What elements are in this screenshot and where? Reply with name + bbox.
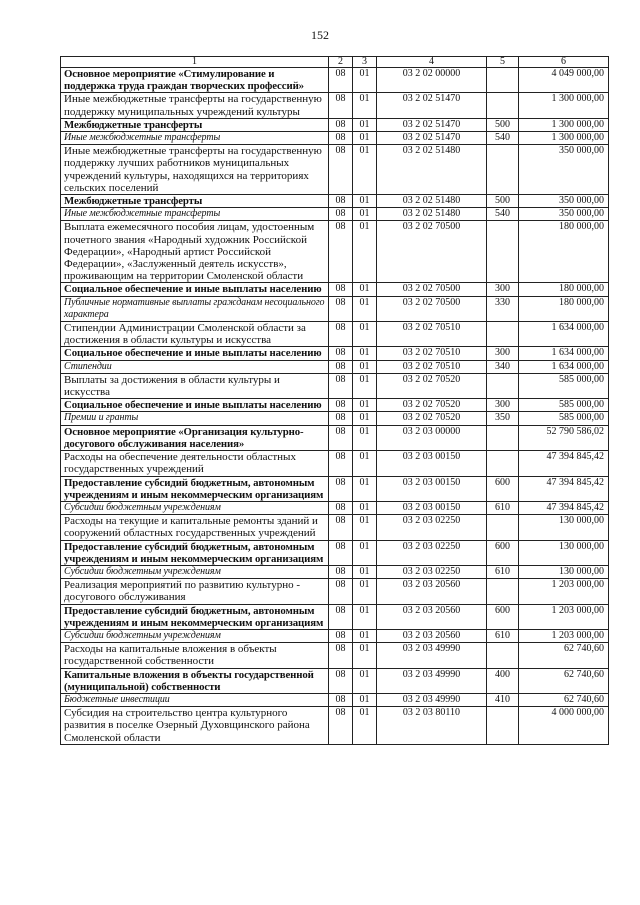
table-row <box>61 68 609 93</box>
table-row <box>61 629 609 642</box>
row-target-code-cell: 03 2 03 00000 <box>377 425 487 450</box>
row-expense-type-cell: 540 <box>487 208 519 221</box>
row-target-code-cell: 03 2 02 00000 <box>377 68 487 93</box>
row-amount-cell: 62 740,60 <box>519 643 609 668</box>
row-section-cell: 08 <box>329 118 353 131</box>
row-target-code-cell: 03 2 03 20560 <box>377 629 487 642</box>
row-section-cell: 08 <box>329 693 353 706</box>
row-target-code-cell: 03 2 03 49990 <box>377 643 487 668</box>
row-section-cell: 08 <box>329 540 353 565</box>
row-amount-cell: 62 740,60 <box>519 668 609 693</box>
row-amount-cell: 1 634 000,00 <box>519 347 609 360</box>
row-name-cell: Стипендии <box>61 360 329 373</box>
row-amount-cell: 1 203 000,00 <box>519 604 609 629</box>
row-target-code-cell: 03 2 03 00150 <box>377 476 487 501</box>
table-row <box>61 693 609 706</box>
row-section-cell: 08 <box>329 296 353 321</box>
row-target-code-cell: 03 2 03 80110 <box>377 707 487 745</box>
column-header-2: 2 <box>329 57 353 68</box>
row-amount-cell: 180 000,00 <box>519 221 609 283</box>
table-row <box>61 118 609 131</box>
table-row <box>61 668 609 693</box>
row-name-cell: Субсидии бюджетным учреждениям <box>61 629 329 642</box>
row-subsection-cell: 01 <box>353 208 377 221</box>
row-expense-type-cell: 600 <box>487 604 519 629</box>
row-name-cell: Предоставление субсидий бюджетным, автономным учреждениям и иным некоммерческим организациям <box>61 540 329 565</box>
row-section-cell: 08 <box>329 515 353 540</box>
column-header-1: 1 <box>61 57 329 68</box>
row-expense-type-cell: 610 <box>487 629 519 642</box>
row-subsection-cell: 01 <box>353 643 377 668</box>
table-row <box>61 296 609 321</box>
table-row <box>61 208 609 221</box>
row-section-cell: 08 <box>329 208 353 221</box>
row-target-code-cell: 03 2 02 70520 <box>377 412 487 425</box>
row-section-cell: 08 <box>329 145 353 195</box>
row-name-cell: Предоставление субсидий бюджетным, автономным учреждениям и иным некоммерческим организациям <box>61 476 329 501</box>
row-target-code-cell: 03 2 03 20560 <box>377 604 487 629</box>
row-expense-type-cell: 610 <box>487 501 519 514</box>
header-row <box>61 57 609 68</box>
row-name-cell: Социальное обеспечение и иные выплаты населению <box>61 399 329 412</box>
row-amount-cell: 52 790 586,02 <box>519 425 609 450</box>
row-target-code-cell: 03 2 03 00150 <box>377 501 487 514</box>
table-row <box>61 451 609 476</box>
row-section-cell: 08 <box>329 195 353 208</box>
table-row <box>61 501 609 514</box>
row-subsection-cell: 01 <box>353 515 377 540</box>
row-section-cell: 08 <box>329 643 353 668</box>
row-name-cell: Социальное обеспечение и иные выплаты населению <box>61 283 329 296</box>
table-row <box>61 604 609 629</box>
row-name-cell: Иные межбюджетные трансферты на государственную поддержку лучших работников муниципальных учреждений культуры, находящихся на территориях сельских поселений <box>61 145 329 195</box>
row-target-code-cell: 03 2 03 49990 <box>377 693 487 706</box>
row-target-code-cell: 03 2 02 70510 <box>377 322 487 347</box>
row-name-cell: Основное мероприятие «Стимулирование и поддержка труда граждан творческих профессий» <box>61 68 329 93</box>
table-row <box>61 399 609 412</box>
row-subsection-cell: 01 <box>353 221 377 283</box>
row-target-code-cell: 03 2 02 70510 <box>377 360 487 373</box>
row-target-code-cell: 03 2 02 70500 <box>377 283 487 296</box>
row-section-cell: 08 <box>329 283 353 296</box>
row-section-cell: 08 <box>329 604 353 629</box>
row-subsection-cell: 01 <box>353 425 377 450</box>
row-subsection-cell: 01 <box>353 707 377 745</box>
row-section-cell: 08 <box>329 451 353 476</box>
table-row <box>61 565 609 578</box>
row-subsection-cell: 01 <box>353 132 377 145</box>
row-target-code-cell: 03 2 03 20560 <box>377 579 487 604</box>
page-number: 152 <box>311 28 329 42</box>
row-amount-cell: 1 203 000,00 <box>519 579 609 604</box>
row-section-cell: 08 <box>329 629 353 642</box>
table-row <box>61 373 609 398</box>
row-name-cell: Публичные нормативные выплаты гражданам несоциального характера <box>61 296 329 321</box>
row-expense-type-cell <box>487 643 519 668</box>
row-amount-cell: 1 300 000,00 <box>519 118 609 131</box>
table-row <box>61 322 609 347</box>
row-subsection-cell: 01 <box>353 195 377 208</box>
row-section-cell: 08 <box>329 579 353 604</box>
row-subsection-cell: 01 <box>353 693 377 706</box>
row-subsection-cell: 01 <box>353 118 377 131</box>
row-name-cell: Межбюджетные трансферты <box>61 118 329 131</box>
row-subsection-cell: 01 <box>353 579 377 604</box>
row-name-cell: Выплата ежемесячного пособия лицам, удостоенным почетного звания «Народный художник Российской Федерации», «Народный артист Российской Федерации», «Заслуженный деятель искусств», проживающим на территории Смоленской области <box>61 221 329 283</box>
row-subsection-cell: 01 <box>353 629 377 642</box>
row-name-cell: Иные межбюджетные трансферты на государственную поддержку муниципальных учреждений культуры <box>61 93 329 118</box>
row-amount-cell: 4 049 000,00 <box>519 68 609 93</box>
row-target-code-cell: 03 2 02 70520 <box>377 399 487 412</box>
row-expense-type-cell: 300 <box>487 347 519 360</box>
row-amount-cell: 47 394 845,42 <box>519 501 609 514</box>
row-expense-type-cell <box>487 425 519 450</box>
row-amount-cell: 47 394 845,42 <box>519 451 609 476</box>
row-amount-cell: 4 000 000,00 <box>519 707 609 745</box>
row-expense-type-cell: 300 <box>487 399 519 412</box>
row-amount-cell: 1 300 000,00 <box>519 93 609 118</box>
row-target-code-cell: 03 2 02 70520 <box>377 373 487 398</box>
row-subsection-cell: 01 <box>353 283 377 296</box>
row-name-cell: Реализация мероприятий по развитию культурно - досугового обслуживания <box>61 579 329 604</box>
row-subsection-cell: 01 <box>353 373 377 398</box>
row-target-code-cell: 03 2 03 02250 <box>377 515 487 540</box>
row-name-cell: Предоставление субсидий бюджетным, автономным учреждениям и иным некоммерческим организациям <box>61 604 329 629</box>
row-amount-cell: 130 000,00 <box>519 515 609 540</box>
table-row <box>61 476 609 501</box>
row-name-cell: Капитальные вложения в объекты государственной (муниципальной) собственности <box>61 668 329 693</box>
row-expense-type-cell <box>487 707 519 745</box>
row-name-cell: Социальное обеспечение и иные выплаты населению <box>61 347 329 360</box>
row-subsection-cell: 01 <box>353 296 377 321</box>
row-amount-cell: 130 000,00 <box>519 540 609 565</box>
row-target-code-cell: 03 2 02 70500 <box>377 296 487 321</box>
row-name-cell: Расходы на капитальные вложения в объекты государственной собственности <box>61 643 329 668</box>
row-expense-type-cell <box>487 68 519 93</box>
table-row <box>61 515 609 540</box>
row-name-cell: Бюджетные инвестиции <box>61 693 329 706</box>
row-section-cell: 08 <box>329 93 353 118</box>
row-name-cell: Иные межбюджетные трансферты <box>61 208 329 221</box>
row-amount-cell: 180 000,00 <box>519 283 609 296</box>
row-expense-type-cell: 330 <box>487 296 519 321</box>
table-row <box>61 412 609 425</box>
row-amount-cell: 1 634 000,00 <box>519 360 609 373</box>
row-subsection-cell: 01 <box>353 565 377 578</box>
row-expense-type-cell <box>487 373 519 398</box>
row-expense-type-cell <box>487 221 519 283</box>
row-name-cell: Стипендии Администрации Смоленской области за достижения в области культуры и искусства <box>61 322 329 347</box>
row-expense-type-cell: 500 <box>487 118 519 131</box>
row-amount-cell: 47 394 845,42 <box>519 476 609 501</box>
row-section-cell: 08 <box>329 360 353 373</box>
row-expense-type-cell: 350 <box>487 412 519 425</box>
row-name-cell: Межбюджетные трансферты <box>61 195 329 208</box>
row-expense-type-cell <box>487 322 519 347</box>
row-subsection-cell: 01 <box>353 347 377 360</box>
row-expense-type-cell: 540 <box>487 132 519 145</box>
column-header-6: 6 <box>519 57 609 68</box>
row-target-code-cell: 03 2 02 70510 <box>377 347 487 360</box>
table-row <box>61 283 609 296</box>
row-subsection-cell: 01 <box>353 399 377 412</box>
row-amount-cell: 585 000,00 <box>519 412 609 425</box>
row-expense-type-cell: 600 <box>487 540 519 565</box>
table-row <box>61 132 609 145</box>
row-section-cell: 08 <box>329 565 353 578</box>
row-expense-type-cell <box>487 93 519 118</box>
row-expense-type-cell: 400 <box>487 668 519 693</box>
row-subsection-cell: 01 <box>353 540 377 565</box>
row-target-code-cell: 03 2 03 00150 <box>377 451 487 476</box>
table-row <box>61 145 609 195</box>
row-expense-type-cell: 340 <box>487 360 519 373</box>
budget-table <box>60 56 609 745</box>
row-name-cell: Выплаты за достижения в области культуры и искусства <box>61 373 329 398</box>
table-row <box>61 221 609 283</box>
row-name-cell: Основное мероприятие «Организация культурно-досугового обслуживания населения» <box>61 425 329 450</box>
row-amount-cell: 350 000,00 <box>519 145 609 195</box>
row-section-cell: 08 <box>329 399 353 412</box>
row-section-cell: 08 <box>329 425 353 450</box>
row-expense-type-cell <box>487 579 519 604</box>
row-name-cell: Субсидия на строительство центра культурного развития в поселке Озерный Духовщинского района Смоленской области <box>61 707 329 745</box>
row-section-cell: 08 <box>329 347 353 360</box>
row-amount-cell: 180 000,00 <box>519 296 609 321</box>
row-amount-cell: 350 000,00 <box>519 208 609 221</box>
row-target-code-cell: 03 2 02 70500 <box>377 221 487 283</box>
row-subsection-cell: 01 <box>353 604 377 629</box>
row-target-code-cell: 03 2 02 51470 <box>377 118 487 131</box>
row-target-code-cell: 03 2 02 51480 <box>377 195 487 208</box>
row-expense-type-cell <box>487 515 519 540</box>
row-section-cell: 08 <box>329 668 353 693</box>
row-expense-type-cell: 500 <box>487 195 519 208</box>
column-header-4: 4 <box>377 57 487 68</box>
table-row <box>61 195 609 208</box>
row-name-cell: Расходы на текущие и капитальные ремонты зданий и сооружений областных государственных учреждений <box>61 515 329 540</box>
row-section-cell: 08 <box>329 322 353 347</box>
column-header-5: 5 <box>487 57 519 68</box>
row-name-cell: Субсидии бюджетным учреждениям <box>61 501 329 514</box>
row-name-cell: Премии и гранты <box>61 412 329 425</box>
row-amount-cell: 130 000,00 <box>519 565 609 578</box>
row-subsection-cell: 01 <box>353 668 377 693</box>
row-section-cell: 08 <box>329 707 353 745</box>
row-section-cell: 08 <box>329 373 353 398</box>
row-expense-type-cell: 300 <box>487 283 519 296</box>
row-subsection-cell: 01 <box>353 412 377 425</box>
row-expense-type-cell: 610 <box>487 565 519 578</box>
row-amount-cell: 1 203 000,00 <box>519 629 609 642</box>
row-expense-type-cell: 600 <box>487 476 519 501</box>
row-expense-type-cell <box>487 451 519 476</box>
row-section-cell: 08 <box>329 476 353 501</box>
row-name-cell: Расходы на обеспечение деятельности областных государственных учреждений <box>61 451 329 476</box>
row-target-code-cell: 03 2 02 51470 <box>377 93 487 118</box>
table-row <box>61 425 609 450</box>
row-target-code-cell: 03 2 02 51470 <box>377 132 487 145</box>
row-section-cell: 08 <box>329 221 353 283</box>
row-section-cell: 08 <box>329 132 353 145</box>
row-subsection-cell: 01 <box>353 360 377 373</box>
row-section-cell: 08 <box>329 412 353 425</box>
table-row <box>61 643 609 668</box>
row-section-cell: 08 <box>329 501 353 514</box>
table-row <box>61 360 609 373</box>
row-name-cell: Иные межбюджетные трансферты <box>61 132 329 145</box>
row-subsection-cell: 01 <box>353 501 377 514</box>
row-section-cell: 08 <box>329 68 353 93</box>
row-subsection-cell: 01 <box>353 68 377 93</box>
row-amount-cell: 585 000,00 <box>519 373 609 398</box>
row-amount-cell: 62 740,60 <box>519 693 609 706</box>
row-subsection-cell: 01 <box>353 322 377 347</box>
row-subsection-cell: 01 <box>353 451 377 476</box>
row-subsection-cell: 01 <box>353 145 377 195</box>
table-body <box>61 68 609 745</box>
row-target-code-cell: 03 2 03 02250 <box>377 540 487 565</box>
table-row <box>61 347 609 360</box>
row-target-code-cell: 03 2 03 02250 <box>377 565 487 578</box>
row-target-code-cell: 03 2 03 49990 <box>377 668 487 693</box>
table-row <box>61 579 609 604</box>
row-amount-cell: 1 634 000,00 <box>519 322 609 347</box>
row-target-code-cell: 03 2 02 51480 <box>377 145 487 195</box>
row-target-code-cell: 03 2 02 51480 <box>377 208 487 221</box>
row-name-cell: Субсидии бюджетным учреждениям <box>61 565 329 578</box>
row-amount-cell: 1 300 000,00 <box>519 132 609 145</box>
row-expense-type-cell: 410 <box>487 693 519 706</box>
row-subsection-cell: 01 <box>353 476 377 501</box>
row-expense-type-cell <box>487 145 519 195</box>
table-row <box>61 93 609 118</box>
row-subsection-cell: 01 <box>353 93 377 118</box>
table-row <box>61 707 609 745</box>
row-amount-cell: 585 000,00 <box>519 399 609 412</box>
row-amount-cell: 350 000,00 <box>519 195 609 208</box>
table-row <box>61 540 609 565</box>
column-header-3: 3 <box>353 57 377 68</box>
